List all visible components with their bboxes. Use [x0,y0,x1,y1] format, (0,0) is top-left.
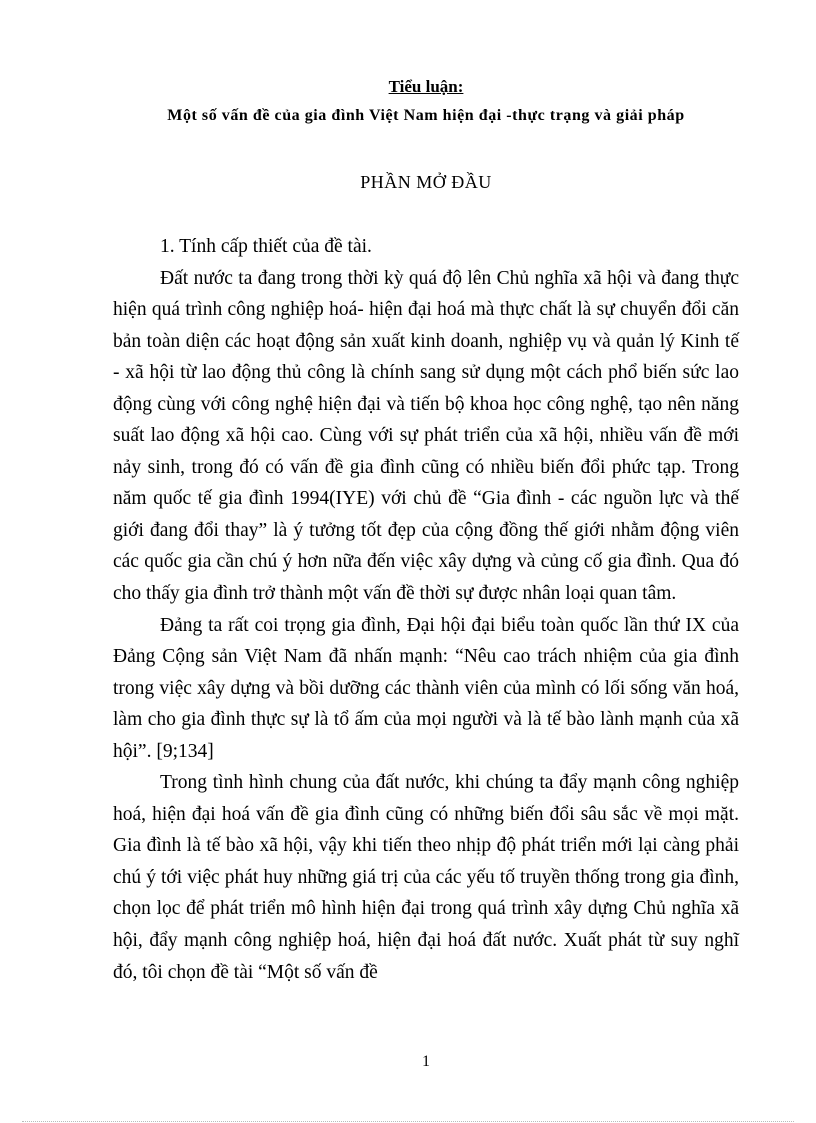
document-body [113,231,739,988]
paragraph: Đảng ta rất coi trọng gia đình, Đại hội đại biểu toàn quốc lần thứ IX của Đảng Cộng sản Việt Nam đã nhấn mạnh: “Nêu cao trách nhiệm của gia đình trong việc xây dựng và bồi dưỡng các thành viên của mình có lối sống văn hoá, làm cho gia đình thực sự là tổ ấm của mọi người và là tế bào lành mạnh của xã hội”. [9;134] [113,614,739,762]
document-title: Một số vấn đề của gia đình Việt Nam hiện đại -thực trạng và giải pháp [167,107,685,124]
section-title: PHẦN MỞ ĐẦU [360,172,492,192]
document-label: Tiểu luận: [388,77,464,96]
page-number: 1 [422,1053,430,1070]
subsection-heading: 1. Tính cấp thiết của đề tài. [160,236,372,257]
paragraph: Đất nước ta đang trong thời kỳ quá độ lên Chủ nghĩa xã hội và đang thực hiện quá trình công nghiệp hoá- hiện đại hoá mà thực chất là sự chuyển đổi căn bản toàn diện các hoạt động sản xuất kinh doanh, nghiệp vụ và quản lý Kinh tế - xã hội từ lao động thủ công là chính sang sử dụng một cách phổ biến sức lao động cùng với công nghệ hiện đại và tiến bộ khoa học công nghệ, tạo nên năng suất lao động xã hội cao. Cùng với sự phát triển của xã hội, nhiều vấn đề mới nảy sinh, trong đó có vấn đề gia đình cũng có nhiều biến đổi phức tạp. Trong năm quốc tế gia đình 1994(IYE) với chủ đề “Gia đình - các nguồn lực và thế giới đang đổi thay” là ý tưởng tốt đẹp của cộng đồng thế giới nhằm động viên các quốc gia cần chú ý hơn nữa đến việc xây dựng và củng cố gia đình. Qua đó cho thấy gia đình trở thành một vấn đề thời sự được nhân loại quan tâm. [113,267,739,605]
paragraph: Trong tình hình chung của đất nước, khi chúng ta đẩy mạnh công nghiệp hoá, hiện đại hoá vấn đề gia đình cũng có những biến đổi sâu sắc về mọi mặt. Gia đình là tế bào xã hội, vậy khi tiến theo nhịp độ phát triển mới lại càng phải chú ý tới việc phát huy những giá trị của các yếu tố truyền thống trong gia đình, chọn lọc để phát triển mô hình hiện đại trong quá trình xây dựng Chủ nghĩa xã hội, đẩy mạnh công nghiệp hoá, hiện đại hoá đất nước. Xuất phát từ suy nghĩ đó, tôi chọn đề tài “Một số vấn đề [113,772,739,983]
page-divider [22,1121,794,1122]
